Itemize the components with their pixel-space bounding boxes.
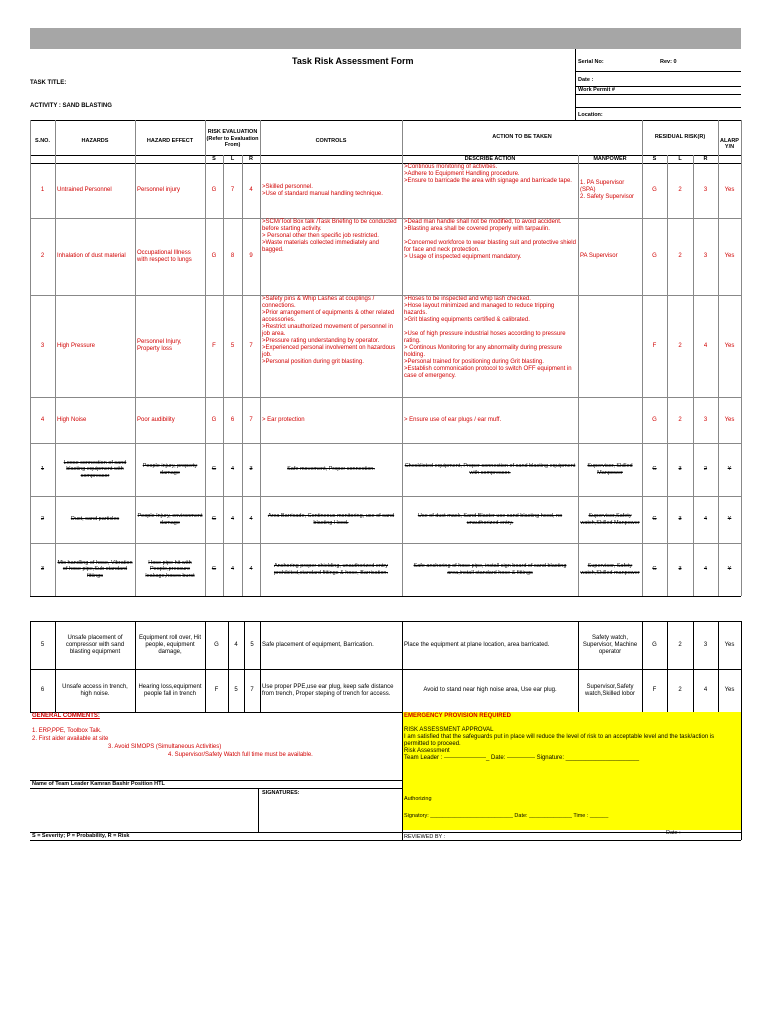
footer-date: Date : [666,830,681,836]
approval-box [402,712,741,790]
struck3-manpower: Supervisor, Safety watch,Skilled manpower [580,563,640,576]
row2-sno: 2 [40,253,45,259]
row2-r: 9 [249,253,253,259]
comment-2: 2. First aider available at site [32,736,109,742]
approval-statement: I am satisfied that the safeguards put in place will reduce the level of risk to an acceptable level and the task/action is permitted to proceed. [404,734,715,747]
location-label: Location: [578,112,603,118]
row2-effect: Occupational Illness with respect to lungs [137,249,192,263]
row6-rs: F [652,687,657,693]
approval-heading: RISK ASSESSMENT APPROVAL [404,727,494,733]
row1-sno: 1 [40,187,45,193]
row4-sno: 4 [40,416,45,423]
serial-label: Serial No: [578,59,604,65]
header-rs: S [652,155,657,162]
row3-rs: F [652,342,657,349]
struck2-sno: 2 [40,516,45,523]
row6-alarp: Yes [724,687,735,693]
rev-label: Rev: 0 [660,59,677,65]
struck1-alarp: Y [727,466,732,473]
row1-rr: 3 [703,187,708,193]
comments-heading: GENERAL COMMENTS: [32,713,100,719]
header-manpower: MANPOWER [593,155,627,162]
row1-r: 4 [249,187,253,193]
struck3-alarp: Y [727,566,732,573]
row4-rr: 3 [703,416,708,423]
row1-rl: 2 [678,187,682,193]
header-action: ACTION TO BE TAKEN [492,133,552,140]
top-banner [30,28,741,49]
row5-hazard: Unsafe placement of compressor with sand blasting equipment [65,634,125,655]
comment-1: 1. ERP,PPE, Toolbox Talk. [32,728,102,734]
row5-rr: 3 [703,641,708,648]
row4-controls: > Ear protection [262,416,305,423]
row5-effect: Equipment roll over, Hit people, equipment damage, [138,634,202,655]
struck1-rl: 3 [678,466,682,473]
row4-s: G [211,416,217,423]
struck3-effect: Hose pipe hit with People,pressure leakage,hoses burst [145,559,195,579]
struck3-controls: Anchoring proper shielding, unauthorized entry prohibited,standard fittings & hose, Barrication. [273,563,389,576]
struck3-s: G [211,566,217,573]
struck1-rs: G [652,466,657,473]
emergency-heading: EMERGENCY PROVISION REQUIRED [404,713,511,719]
struck3-r: 4 [249,566,253,573]
risk-assessment-label: Risk Assessment [404,748,450,754]
struck1-manpower: Supervisor, Skilled Manpower [587,463,633,476]
header-hazards: HAZARDS [81,138,109,145]
row1-action: >Continous monitoring of activities. >Adhere to Equipment Handling procedure. >Ensure to barricade the area with signage and barricade tape. [404,164,572,184]
permit-label: Work Permit # [578,87,615,93]
row3-rr: 4 [703,342,708,349]
row3-action: >Hoses to be inspected and whip lash checked. >Hose layout minimized and managed to reduce tripping hazards. >Grit blasting equipments certified & calibrated. >Use of high pressure industrial hoses according to pressure rating. > Continous Monitoring for any abnormality during pressure holding. >Personal trained for positioning during Grit blasting. >Establish commonication protocol to switch OFF equipment in case of emergency. [404,296,572,379]
struck3-rr: 4 [703,566,708,573]
row1-rs: G [652,187,657,193]
row5-rl: 2 [678,641,682,648]
header-describe: DESCRIBE ACTION [464,155,516,162]
row2-hazard: Inhalation of dust material [57,253,126,259]
struck2-controls: Area Barricade, Contineous monitoring, use of sand blasting Hood. [267,513,395,526]
struck3-rl: 3 [678,566,682,573]
row3-s: F [212,342,216,349]
row6-effect: Hearing loss,equipment people fall in trench [138,683,202,697]
row3-hazard: High Pressure [57,342,96,349]
row6-r: 7 [250,687,254,693]
team-leader-info: Name of Team Leader Kamran Bashir Position HTL [32,781,165,787]
struck3-rs: G [652,566,657,573]
team-leader-line[interactable]: Team Leader : ---------------------_ Date: -------------- Signature: ______________________ [404,755,640,761]
row5-action: Place the equipment at plane location, area barricated. [404,641,550,648]
row6-sno: 6 [40,687,45,693]
row2-rl: 2 [678,253,682,259]
row1-l: 7 [230,187,235,193]
row3-r: 7 [249,342,253,349]
struck2-r: 4 [249,516,253,523]
struck1-r: 3 [249,466,253,473]
row3-controls: >Safety pins & Whip Lashes at couplings / connections. >Prior arrangement of equipments & other related accessories. >Restrict unauthorized movement of personnel in job area. >Pressure rating understanding by operator. >Experienced personal involvement on hazardous job. >Personal position during grit blasting. [262,296,396,365]
struck1-action: Checklisted equipment, Proper connection of sand blasting equipment with compressor. [404,463,576,476]
row5-manpower: Safety watch, Supervisor, Machine operator [582,634,638,655]
row2-s: G [211,253,217,259]
row6-l: 5 [234,687,238,693]
struck2-effect: People Injury, environment damage [137,513,203,526]
row1-controls: >Skilled personnel. >Use of standard manual handling technique. [262,183,383,197]
struck2-rl: 3 [678,516,682,523]
row5-l: 4 [234,641,238,648]
row1-effect: Personnel injury [137,187,181,193]
row2-alarp: Yes [724,253,735,259]
row6-rl: 2 [678,687,682,693]
signatory-line[interactable]: Signatory: ___________________________ Date: ______________ Time : ______ [404,813,609,819]
struck1-sno: 1 [40,466,45,473]
row6-rr: 4 [703,687,708,693]
row4-r: 7 [249,416,253,423]
row2-controls: >SCM/Tool Box talk /Task Briefing to be conducted before starting activity. > Personal other then specific job restricted. >Waste materials collected immediately and bagged. [262,219,397,253]
row4-l: 6 [230,416,235,423]
header-sno: S.NO. [35,138,50,145]
row5-alarp: Yes [724,641,735,648]
task-title-label: TASK TITLE: [30,80,67,86]
activity-label: ACTIVITY : SAND BLASTING [30,103,112,109]
struck2-hazard: Dust, sand particles [70,516,120,523]
struck2-rr: 4 [703,516,708,523]
struck2-rs: G [652,516,657,523]
struck1-rr: 2 [703,466,708,473]
signatures-label: SIGNATURES: [262,790,300,796]
row4-effect: Poor audibility [137,416,175,423]
authorizing-label: Authorizing [404,796,432,802]
row4-rl: 2 [678,416,682,423]
comment-4: 4. Supervisor/Safety Watch full time must be available. [168,752,313,758]
row1-s: G [211,187,217,193]
header-controls: CONTROLS [315,138,347,145]
row6-hazard: Unsafe access in trench, high noise. [62,683,128,697]
header-rr: R [703,155,708,162]
row4-alarp: Yes [724,416,735,423]
struck2-manpower: Supervisor,Safety watch,Skilled Manpower [580,513,640,526]
struck1-controls: Safe movement, Proper connection. [287,466,375,473]
row5-r: 5 [250,641,254,648]
header-l: L [230,155,235,162]
comment-3: 3. Avoid SIMOPS (Simultaneous Activities) [108,744,222,750]
struck2-action: Use of dust mask, Sand Blaster use sand blasting hood, no unauthorized entry. [417,513,563,526]
struck3-sno: 3 [40,566,45,573]
row2-rs: G [652,253,657,259]
row6-manpower: Supervisor,Safety watch,Skilled lobor [584,683,636,697]
header-effect: HAZARD EFFECT [146,138,194,145]
header-r: R [249,155,253,162]
header-alarp: ALARP Y/N [720,137,739,150]
row3-l: 5 [230,342,235,349]
row6-s: F [214,687,219,693]
struck1-effect: People injury, property damage [142,463,198,476]
authorizing-box [402,790,741,830]
row2-action: >Dead man handle shall not be modified, to avoid accident. >Blasting area shall be covered properly with tarpaulin. >Concerned workforce to wear blasting suit and protective shield for face and neck protection. > Usage of inspected equipment mandatory. [404,219,576,260]
row6-action: Avoid to stand near high noise area, Use ear plug. [423,687,557,693]
row2-l: 8 [230,253,235,259]
row1-alarp: Yes [724,187,735,193]
struck3-hazard: Mis handling of hose, Vibration of hose pipe,Sub standard fittings [57,559,133,579]
row1-manpower: 1. PA Supervisor (SPA) 2. Safety Supervisor [580,180,635,200]
legend: S = Severity; P = Probability, R = Risk [32,833,130,839]
reviewed-by: REVIEWED BY : [404,834,446,840]
row2-manpower: PA Supervisor [580,253,618,259]
struck1-s: G [211,466,217,473]
header-rl: L [678,155,682,162]
row4-action: > Ensure use of ear plugs / ear muff. [404,416,502,423]
struck3-l: 4 [230,566,235,573]
header-risk-eval: RISK EVALUATION (Refer to Evaluation From) [206,129,259,149]
struck2-s: G [211,516,217,523]
struck1-l: 4 [230,466,235,473]
row3-effect: Personnel Injury, Property loss [137,339,182,352]
struck2-l: 4 [230,516,235,523]
struck3-action: Safe anchoring of hose pipe, install sign board of sand blasting area,install standard hose & fittings [413,563,567,576]
row5-rs: G [652,641,657,648]
header-s: S [212,155,216,162]
row3-sno: 3 [40,342,45,349]
struck1-hazard: Loose connection of sand blasting equipment with compressor [63,459,127,479]
struck2-alarp: Y [727,516,732,523]
row5-controls: Safe placement of equipment, Barrication. [262,641,374,648]
row5-s: G [214,641,219,648]
row6-controls: Use proper PPE,use ear plug, keep safe distance from trench, Proper steping of trench for access. [262,683,394,697]
date-label: Date : [578,77,594,83]
row4-hazard: High Noise [57,416,87,423]
form-title: Task Risk Assessment Form [292,56,414,66]
row3-rl: 2 [678,342,682,349]
row4-rs: G [652,416,657,423]
header-residual: RESIDUAL RISK(R) [654,133,706,140]
row3-alarp: Yes [724,342,735,349]
row2-rr: 3 [703,253,708,259]
row5-sno: 5 [40,641,45,648]
row1-hazard: Untrained Personnel [57,187,112,193]
